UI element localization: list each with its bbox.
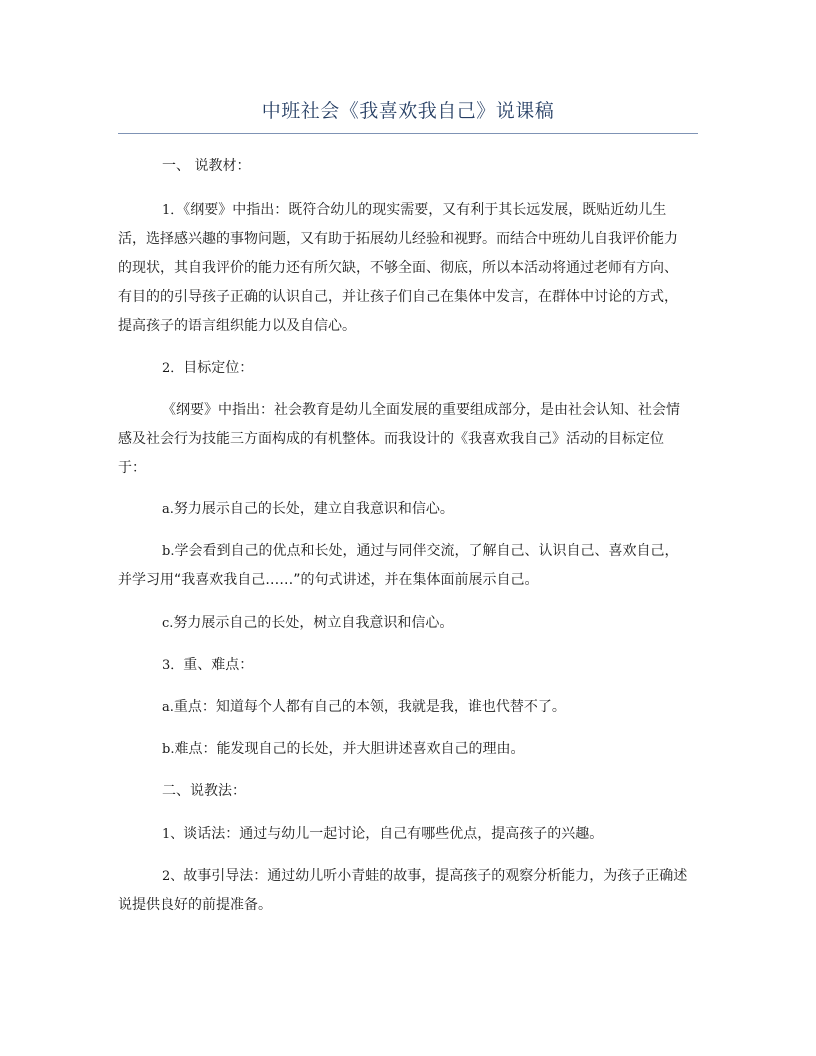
item-label: b. — [162, 742, 175, 757]
item-text: 《纲要》中指出：既符合幼儿的现实需要，又有利于其长远发展，既贴近幼儿生活，选择感兴趣的事物问题，又有助于拓展幼儿经验和视野。而结合中班幼儿自我评价能力的现状，其自我评价的能力还有所欠缺，不够全面、彻底，所以本活动将通过老师有方向、有目的的引导孩子正确的认识自己，并让孩子们自己在集体中发言，在群体中讨论的方式，提高孩子的语言组织能力以及自信心。 — [118, 202, 678, 334]
item-label: a. — [162, 700, 174, 715]
key-point-a — [118, 693, 690, 722]
paragraph-2 — [118, 354, 690, 383]
goal-a — [118, 495, 690, 524]
item-label: b. — [162, 544, 175, 559]
method-2 — [118, 862, 690, 920]
section-heading-2: 二、说教法： — [162, 783, 246, 799]
item-label: 2． — [162, 361, 184, 376]
item-text: 学会看到自己的优点和长处，通过与同伴交流，了解自己、认识自己、喜欢自己，并学习用“我喜欢我自己……”的句式讲述，并在集体面前展示自己。 — [118, 543, 679, 588]
item-text: 难点：能发现自己的长处，并大胆讲述喜欢自己的理由。 — [174, 741, 525, 757]
paragraph-1 — [118, 196, 690, 341]
method-1 — [118, 820, 690, 849]
key-point-b — [118, 735, 690, 764]
item-label: 3． — [162, 658, 184, 673]
document-title: 中班社会《我喜欢我自己》说课稿 — [261, 100, 555, 122]
item-label: a. — [162, 502, 174, 517]
item-label: c. — [162, 616, 174, 631]
item-text: 目标定位： — [183, 360, 254, 376]
goal-b — [118, 537, 690, 595]
item-text: 重、难点： — [183, 657, 254, 673]
item-label: 2、 — [162, 869, 184, 884]
section-heading-1: 一、 说教材： — [162, 158, 251, 174]
item-label: 1、 — [162, 827, 184, 842]
goal-c — [118, 609, 690, 638]
item-text: 努力展示自己的长处，建立自我意识和信心。 — [173, 501, 454, 517]
item-text: 故事引导法：通过幼儿听小青蛙的故事，提高孩子的观察分析能力，为孩子正确述说提供良好的前提准备。 — [118, 868, 688, 913]
paragraph-key-points — [118, 651, 690, 680]
item-text: 努力展示自己的长处，树立自我意识和信心。 — [173, 615, 454, 631]
paragraph-3: 《纲要》中指出：社会教育是幼儿全面发展的重要组成部分，是由社会认知、社会情感及社会行为技能三方面构成的有机整体。而我设计的《我喜欢我自己》活动的目标定位于： — [118, 402, 680, 476]
item-label: 1． — [162, 203, 184, 218]
item-text: 谈话法：通过与幼儿一起讨论，自己有哪些优点，提高孩子的兴趣。 — [183, 826, 604, 842]
title-divider — [118, 133, 698, 134]
item-text: 重点：知道每个人都有自己的本领，我就是我，谁也代替不了。 — [173, 699, 566, 715]
